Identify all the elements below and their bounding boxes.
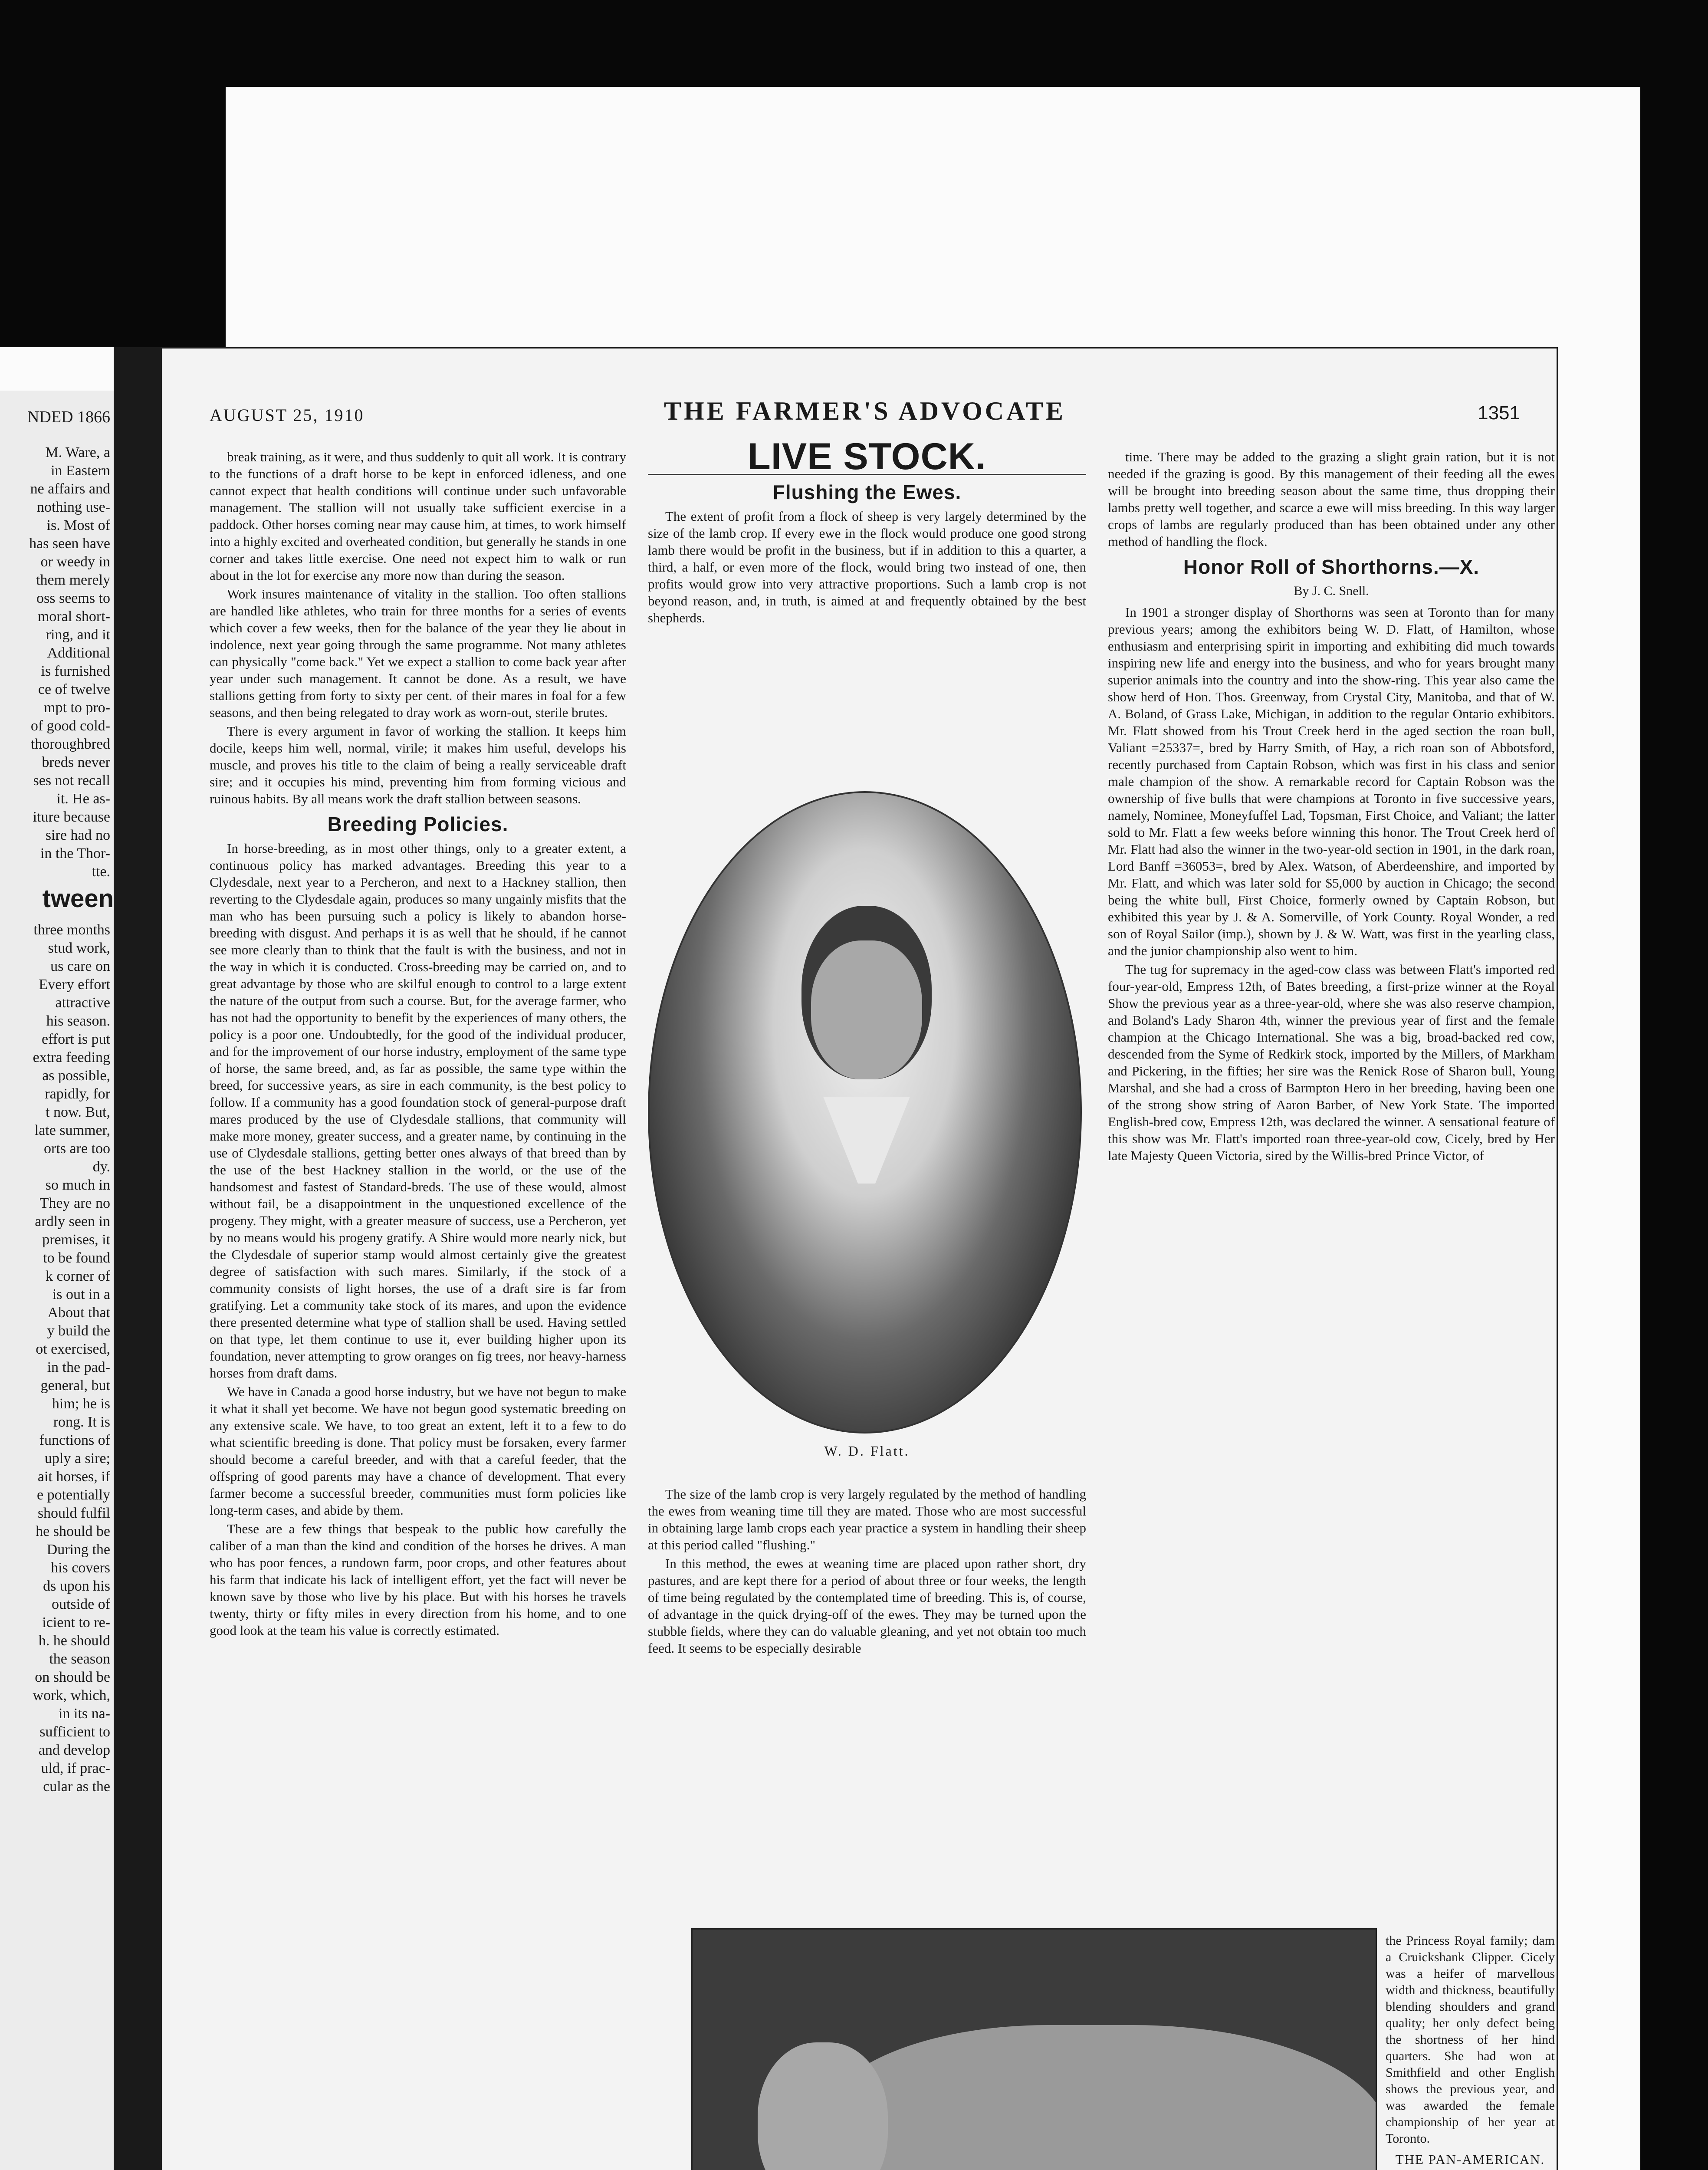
column-1 <box>210 448 626 1641</box>
previous-page-line: ring, and it <box>46 627 110 643</box>
portrait-caption: W. D. Flatt. <box>824 1443 910 1459</box>
previous-page-line: extra feeding <box>33 1049 110 1065</box>
previous-page-line: he should be <box>36 1523 110 1539</box>
previous-page-line: outside of <box>51 1596 110 1612</box>
previous-page-line: him; he is <box>52 1396 110 1412</box>
previous-page-line: late summer, <box>34 1122 110 1138</box>
previous-page-line: in the pad- <box>47 1359 110 1375</box>
cow-body <box>823 2025 1377 2170</box>
previous-page-line: y build the <box>47 1323 110 1339</box>
previous-page-line: in Eastern <box>51 463 110 479</box>
column-3 <box>1108 448 1555 1166</box>
column-2-top <box>648 436 1086 628</box>
article-paragraph: The size of the lamb crop is very largely regulated by the method of handling the ewes from weaning time till they are mated. Those who are most successful in obtaining large lamb crops each year practice a system in handling their sheep at this period called "flushing." <box>648 1486 1086 1552</box>
previous-page-line: They are no <box>39 1195 110 1211</box>
previous-page-line: moral short- <box>37 608 110 625</box>
cow-head <box>758 2042 888 2170</box>
previous-page-line: premises, it <box>42 1232 110 1248</box>
breeding-policies-heading: Breeding Policies. <box>327 813 509 835</box>
byline: By J. C. Snell. <box>1294 584 1369 598</box>
previous-page-line: three months <box>33 922 110 938</box>
film-border-mid <box>114 347 161 2170</box>
previous-page-line: ot exercised, <box>36 1341 110 1357</box>
previous-page-line: mpt to pro- <box>44 700 110 716</box>
previous-page-line: is. Most of <box>46 517 110 533</box>
previous-page-header: NDED 1866 <box>27 408 110 426</box>
previous-page-line: functions of <box>39 1432 110 1448</box>
page-number: 1351 <box>1478 402 1520 424</box>
cicely-description: the Princess Royal family; dam a Cruickshank Clipper. Cicely was a heifer of marvellous width and thickness, beautifully blending shoulders and grand quality; her only defect being the shortness of her hind quarters. She had won at Smithfield and other English shows the previous year, and was awarded the female championship of her year at Toronto. <box>1386 1933 1555 2146</box>
previous-page-line: rapidly, for <box>45 1086 110 1102</box>
previous-page-line: k corner of <box>45 1268 110 1284</box>
article-paragraph: In this method, the ewes at weaning time are placed upon rather short, dry pastures, and are kept there for a period of about three or four weeks, the length of time being regulated by the contemplated time of breeding. This is, of course, of advantage in the quick drying-off of the ewes. They may be turned upon the stubble fields, where they can do valuable gleaning, and yet not obtain too much feed. It seems to be especially desirable <box>648 1556 1086 1656</box>
live-stock-section-title: LIVE STOCK. <box>748 436 986 477</box>
article-paragraph: In horse-breeding, as in most other things, only to a greater extent, a continuous policy has marked advantages. Breeding this year to a Clydesdale, next year to a Percheron, and next to a Hackney stallion, then reverting to the Clydesdale again, produces so many ungainly misfits that the man who has been pursuing such a policy is likely to abandon horse-breeding with disgust. And perhaps it is as well that he should, if he cannot see more clearly than to think that the fault is with the business, and not in the way in which it is conducted. Cross-breeding may be carried on, and to great advantage by those who are skilful enough to control to a large extent the nature of the output from such a course. But, for the average farmer, who has not had the opportunity to benefit by the experiences of many others, the policy is a poor one. Undoubtedly, for the good of the individual producer, and for the improvement of our horse industry, employment of the same type of horse, the same breed, and, as far as possible, the same type within the breed, for successive years, as sire in each community, is the best policy to follow. If a community has a good foundation stock of general-purpose draft mares produced by the use of Clydesdale stallions, that community will make more money, greater success, and a greater name, by continuing in the use of Clydesdale stallions, getting better ones always of that breed than by the use of the best Hackney stallion in the world, or the use of the handsomest and fastest of Standard-breds. The use of these would, almost without fail, be a disappointment in the unquestioned excellence of the progeny. They might, with a greater measure of success, use a Percheron, yet by no means would his progeny gratify. A Shire would more nearly nick, but the Clydesdale of superior stamp would almost certainly give the greatest degree of satisfaction with such mares. Similarly, if the stock of a community consists of light horses, the use of a draft sire is far from gratifying. Let a community take stock of its mares, and upon the evidence there presented determine what type of stallion shall be used. Having settled on that type, let them continue to use it, ever building higher upon its foundation, never attempting to grow oranges on fig trees, nor heavy-harness horses from draft dams. <box>210 841 626 1381</box>
previous-page-line: is furnished <box>41 663 110 679</box>
previous-page-line: is out in a <box>52 1286 110 1302</box>
masthead-title: THE FARMER'S ADVOCATE <box>664 397 1066 425</box>
previous-page-line: ne affairs and <box>30 481 110 497</box>
flushing-ewes-heading: Flushing the Ewes. <box>772 481 962 503</box>
previous-page-line: orts are too <box>44 1141 110 1157</box>
previous-page-line: rong. It is <box>53 1414 110 1430</box>
previous-page-line: in the Thor- <box>40 845 110 861</box>
previous-page-line: ses not recall <box>33 773 110 789</box>
previous-page-line: nothing use- <box>36 499 110 515</box>
previous-page-line: attractive <box>55 995 110 1011</box>
previous-page-line: general, but <box>40 1378 110 1394</box>
newspaper-page <box>161 347 1558 2170</box>
previous-page-heading: tween <box>42 884 114 913</box>
portrait-collar <box>823 1097 910 1184</box>
previous-page-line: the season <box>49 1651 110 1667</box>
honor-roll-heading: Honor Roll of Shorthorns.—X. <box>1183 556 1480 578</box>
previous-page-line: his season. <box>46 1013 110 1029</box>
previous-page-line: ait horses, if <box>37 1469 110 1485</box>
previous-page-line: h. he should <box>38 1633 110 1649</box>
article-paragraph: The tug for supremacy in the aged-cow class was between Flatt's imported red four-year-old, Empress 12th, of Bates breeding, a first-prize winner at the Royal Show the previous year as a three-year-old, where she was also reserve champion, and Boland's Lady Sharon 4th, winner the previous year of first and the female champion at the Chicago International. She was a big, broad-backed red cow, descended from the Syme of Redkirk stock, imported by the Millers, of Markham and Pickering, in the fifties; her sire was the Renick Rose of Sharon bull, Young Marshal, and she had a cross of Barmpton Hero in her breeding, having been one of the strong show string of Aaron Barber, of New York State. The imported English-bred cow, Empress 12th, was declared the winner. A sensational feature of this show was Mr. Flatt's imported roan three-year-old cow, Cicely, bred by Her late Majesty Queen Victoria, sired by the Willis-bred Prince Victor, of <box>1108 962 1555 1163</box>
column-3-narrow <box>1386 1933 1555 2170</box>
previous-page-line: or weedy in <box>40 554 110 570</box>
previous-page-fragment <box>0 391 114 2170</box>
previous-page-line: ds upon his <box>43 1578 110 1594</box>
previous-page-line: cular as the <box>43 1779 110 1795</box>
previous-page-line: ardly seen in <box>35 1213 110 1230</box>
previous-page-line: e potentially <box>36 1487 110 1503</box>
previous-page-line: About that <box>47 1305 110 1321</box>
previous-page-line: dy. <box>92 1159 110 1175</box>
portrait-face <box>811 940 922 1079</box>
previous-page-line: work, which, <box>33 1687 110 1703</box>
previous-page-line: and develop <box>38 1742 110 1758</box>
portrait-oval <box>648 791 1082 1434</box>
previous-page-line: sire had no <box>45 827 110 843</box>
film-border-top <box>0 0 1708 87</box>
article-paragraph: There is every argument in favor of working the stallion. It keeps him docile, keeps him well, normal, virile; it makes him useful, develops his muscle, and proves his title to the claim of being a really serviceable draft sire; and it occupies his mind, preventing him from forming vicious and ruinous habits. By all means work the draft stallion between seasons. <box>210 723 626 806</box>
previous-page-line: oss seems to <box>36 590 110 606</box>
previous-page-line: in its na- <box>59 1706 110 1722</box>
page-header <box>210 396 1520 431</box>
previous-page-line: stud work, <box>48 940 110 956</box>
previous-page-line: breds never <box>42 754 110 770</box>
previous-page-line: of good cold- <box>30 718 110 734</box>
article-paragraph: The extent of profit from a flock of sheep is very largely determined by the size of the lamb crop. If every ewe in the flock would produce one good strong lamb there would be profit in the business, but if in addition to this a quarter, a third, a half, or even more of the flock, would bring two instead of one, then profits would grow into very attractive proportions. Such a lamb crop is not beyond reason, and, in truth, is aimed at and frequently obtained by the best shepherds. <box>648 509 1086 625</box>
article-paragraph: break training, as it were, and thus suddenly to quit all work. It is contrary to the functions of a draft horse to be kept in enforced idleness, and one cannot expect that health conditions will continue under such unfavorable management. The stallion will not usually take sufficient exercise in a paddock. Other horses coming near may cause him, at times, to work himself into a highly excited and overheated condition, but generally he stands in one corner and takes little exercise. One need not expect him to walk or run about in the lot for exercise any more now than during the season. <box>210 449 626 583</box>
issue-date: AUGUST 25, 1910 <box>210 405 365 425</box>
previous-page-line: Additional <box>47 645 110 661</box>
article-paragraph: time. There may be added to the grazing a slight grain ration, but it is not needed if the grazing is good. By this management of their feeding all the ewes will be brought into breeding season about the same time, thus dropping their lambs pretty well together, and scarce a ewe will miss breeding. In this way larger crops of lambs are regularly produced than has been obtained under any other method of handling the flock. <box>1108 449 1555 549</box>
previous-page-line: on should be <box>35 1669 110 1685</box>
previous-page-line: has seen have <box>29 536 110 552</box>
previous-page-line: to be found <box>43 1250 110 1266</box>
previous-page-line: During the <box>46 1542 110 1558</box>
article-paragraph: Work insures maintenance of vitality in the stallion. Too often stallions are handled like athletes, who train for three months for a series of events which cover a few weeks, then for the balance of the year they lie about in indolence, next year going through the same programme. Not many athletes can physically "come back." Yet we expect a stallion to come back year after year under such management. It cannot be done. As a result, we have stallions getting from forty to sixty per cent. of their mares in foal for a few seasons, and then being relegated to dray work as worn-out, sterile brutes. <box>210 586 626 720</box>
previous-page-line: sufficient to <box>39 1724 110 1740</box>
cow-photo <box>691 1928 1377 2170</box>
previous-page-line: ce of twelve <box>38 681 110 697</box>
previous-page-line: iture because <box>33 809 110 825</box>
previous-page-line: his covers <box>51 1560 110 1576</box>
article-paragraph: These are a few things that bespeak to the public how carefully the caliber of a man than the kind and condition of the horses he drives. A man who has poor fences, a rundown farm, poor crops, and other features about his farm that indicate his lack of intelligent effort, yet the fact will never be known save by those who live by his place. But with his horses he travels twenty, thirty or fifty miles in every direction from his home, and to one good look at the team his value is correctly estimated. <box>210 1521 626 1638</box>
article-paragraph: We have in Canada a good horse industry, but we have not begun to make it what it shall yet become. We have not begun good systematic breeding on any extensive scale. We have, to too great an extent, left it to a few to do what scientific breeding is done. That policy must be forsaken, every farmer should become a careful breeder, and with that a careful feeder, that the offspring of good parents may have a chance of development. That every farmer become a successful breeder, communities must form policies like long-term cases, and abide by them. <box>210 1384 626 1518</box>
column-2-middle <box>648 1486 1086 1658</box>
previous-page-line: them merely <box>36 572 110 588</box>
previous-page-line: us care on <box>50 958 110 974</box>
previous-page-line: tte. <box>92 864 110 880</box>
previous-page-line: Every effort <box>39 976 110 993</box>
pan-american-subheading: THE PAN-AMERICAN. <box>1395 2152 1545 2167</box>
article-paragraph: In 1901 a stronger display of Shorthorns was seen at Toronto than for many previous years; among the exhibitors being W. D. Flatt, of Hamilton, whose enthusiasm and enterprising spirit in importing and exhibiting did much towards inspiring new life and energy into the business, and who for years brought many superior animals into the country and into the show-ring. This year also came the show herd of Hon. Thos. Greenway, from Crystal City, Manitoba, and that of W. A. Boland, of Grass Lake, Michigan, in addition to the regular Ontario exhibitors. Mr. Flatt showed from his Trout Creek herd in the aged section the roan bull, Valiant =25337=, bred by Harry Smith, of Hay, a rich roan son of Abbotsford, recently purchased from Captain Robson, which was first in his class and senior male champion of the show. A remarkable record for Captain Robson was the ownership of five bulls that were champions at Toronto in five successive years, namely, Nominee, Moneyfuffel Lad, Topsman, First Choice, and Valiant; the latter sold to Mr. Flatt a few weeks before winning this honor. The Trout Creek herd of Mr. Flatt had also the winner in the two-year-old section in 1901, in the dark roan, Lord Banff =36053=, bred by Alex. Watson, of Aberdeenshire, and imported by Mr. Flatt, and which was later sold for $5,000 by auction in Chicago; the second being the white bull, First Choice, formerly owned by Captain Robson, but exhibited this year by J. & A. Somerville, of York County. Royal Wonder, a red son of Royal Sailor (imp.), shown by J. & W. Watt, was first in the yearling class, and the junior championship also went to him. <box>1108 605 1555 958</box>
previous-page-line: effort is put <box>41 1031 110 1047</box>
previous-page-line: it. He as- <box>56 791 110 807</box>
previous-page-line: should fulfil <box>37 1505 110 1521</box>
previous-page-line: t now. But, <box>46 1104 110 1120</box>
previous-page-line: uply a sire; <box>44 1450 110 1466</box>
portrait-photo <box>648 791 1086 1468</box>
previous-page-line: so much in <box>45 1177 110 1193</box>
previous-page-line: as possible, <box>42 1068 110 1084</box>
previous-page-line: M. Ware, a <box>45 444 110 460</box>
previous-page-line: thoroughbred <box>30 736 110 752</box>
film-border-left-top <box>0 0 226 347</box>
previous-page-line: icient to re- <box>42 1614 110 1631</box>
previous-page-line: uld, if prac- <box>41 1760 110 1776</box>
film-border-right <box>1640 0 1708 2170</box>
